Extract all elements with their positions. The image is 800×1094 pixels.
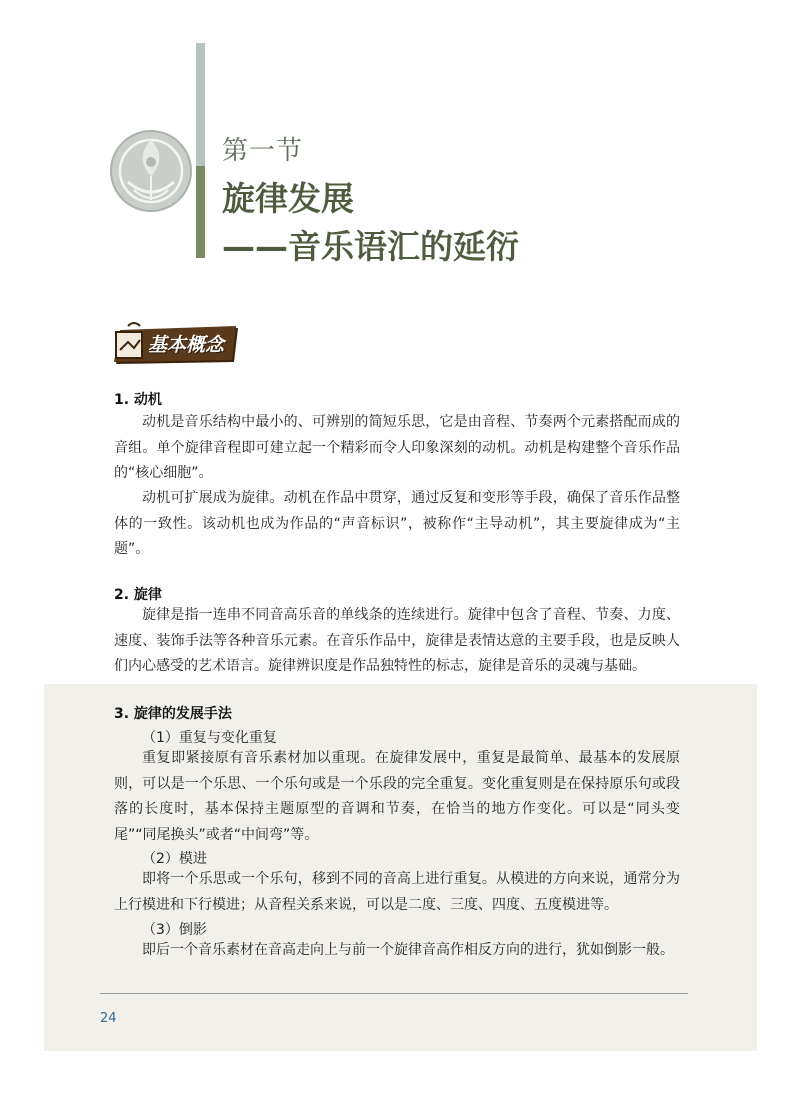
subheading-sequence: （2）模进 — [142, 851, 207, 867]
title-accent-bar-dark — [196, 166, 205, 258]
footer-rule — [100, 993, 688, 994]
chapter-emblem-icon — [108, 128, 194, 214]
section-heading-motive: 1. 动机 — [114, 392, 162, 408]
paragraph-motive-2: 动机可扩展成为旋律。动机在作品中贯穿，通过反复和变形等手段，确保了音乐作品整体的一致性。该动机也成为作品的“声音标识”，被称作“主导动机”，其主要旋律成为“主题”。 — [114, 490, 680, 557]
page-number: 24 — [100, 1011, 117, 1026]
section-heading-development: 3. 旋律的发展手法 — [114, 706, 232, 722]
chapter-subtitle: ——音乐语汇的延衍 — [222, 227, 519, 266]
chapter-title: 旋律发展 — [222, 179, 354, 218]
section-number: 第一节 — [222, 136, 304, 166]
basic-concept-label: 基本概念 — [148, 334, 225, 356]
subheading-inversion: （3）倒影 — [142, 922, 207, 938]
subheading-repetition: （1）重复与变化重复 — [142, 730, 277, 746]
paragraph-motive-1: 动机是音乐结构中最小的、可辨别的简短乐思，它是由音程、节奏两个元素搭配而成的音组。单个旋律音程即可建立起一个精彩而令人印象深刻的动机。动机是构建整个音乐作品的“核心细胞”。 — [114, 414, 680, 481]
section-heading-melody: 2. 旋律 — [114, 587, 162, 603]
paragraph-repetition: 重复即紧接原有音乐素材加以重现。在旋律发展中，重复是最简单、最基本的发展原则，可以是一个乐思、一个乐句或是一个乐段的完全重复。变化重复则是在保持原乐句或段落的长度时，基本保持主题原型的音调和节奏，在恰当的地方作变化。可以是“同头变尾”“同尾换头”或者“中间弯”等。 — [114, 750, 680, 843]
paragraph-sequence: 即将一个乐思或一个乐句，移到不同的音高上进行重复。从模进的方向来说，通常分为上行模进和下行模进；从音程关系来说，可以是二度、三度、四度、五度模进等。 — [114, 871, 680, 913]
paragraph-melody: 旋律是指一连串不同音高乐音的单线条的连续进行。旋律中包含了音程、节奏、力度、速度、装饰手法等各种音乐元素。在音乐作品中，旋律是表情达意的主要手段，也是反映人们内心感受的艺术语言。旋律辨识度是作品独特性的标志，旋律是音乐的灵魂与基础。 — [114, 607, 680, 674]
paragraph-inversion: 即后一个音乐素材在音高走向上与前一个旋律音高作相反方向的进行，犹如倒影一般。 — [142, 942, 674, 958]
title-accent-bar-light — [196, 43, 205, 166]
